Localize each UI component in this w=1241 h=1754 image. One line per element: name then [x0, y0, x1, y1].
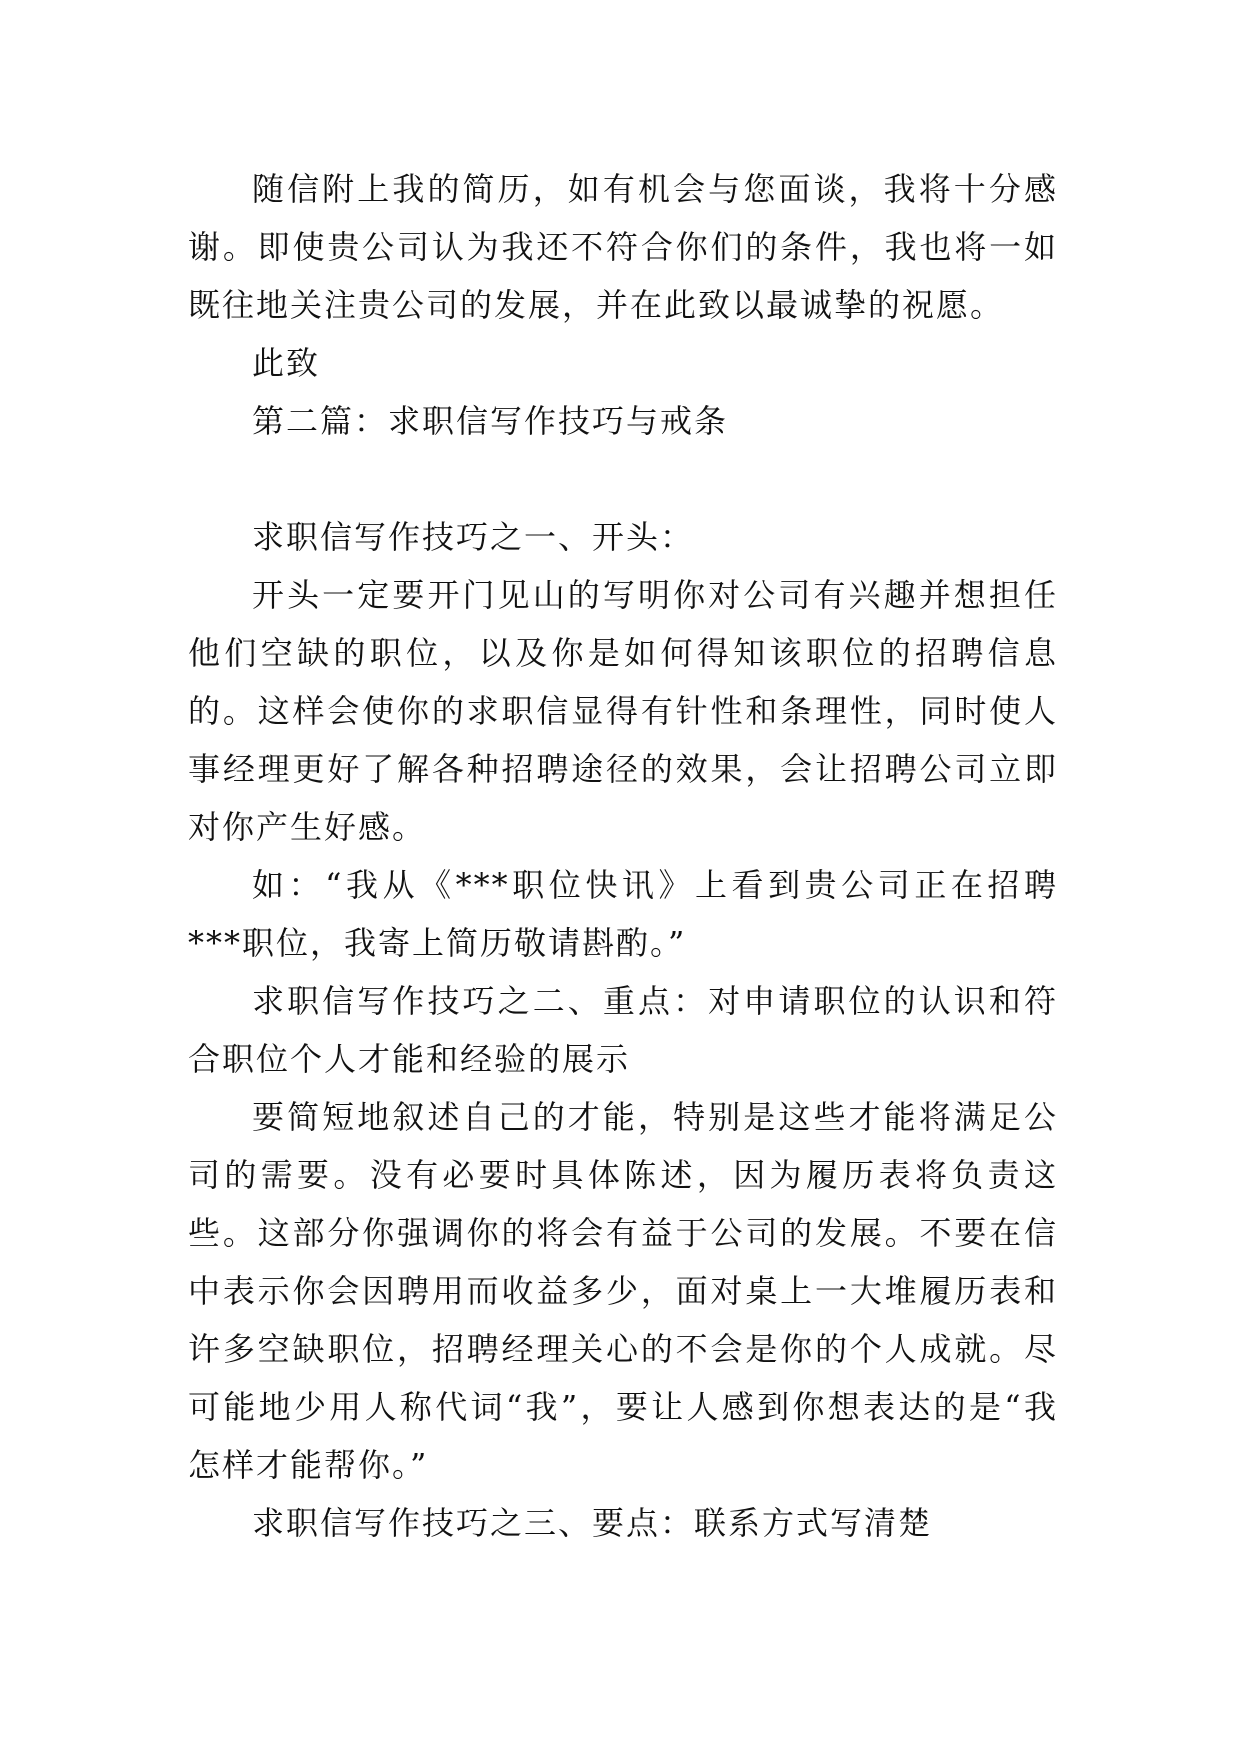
tip-body-1: 开头一定要开门见山的写明你对公司有兴趣并想担任他们空缺的职位，以及你是如何得知该职位的招聘信息的。这样会使你的求职信显得有针性和条理性，同时使人事经理更好了解各种招聘途径的效果，会让招聘公司立即对你产生好感。 — [188, 576, 1058, 846]
tip-heading-3: 求职信写作技巧之三、要点：联系方式写清楚 — [252, 1504, 933, 1542]
tip-heading-1: 求职信写作技巧之一、开头： — [252, 518, 695, 556]
blank-line — [188, 450, 1058, 508]
example-paragraph: 如：“我从《***职位快讯》上看到贵公司正在招聘***职位，我寄上简历敬请斟酌。” — [188, 866, 1058, 962]
salutation-line: 此致 — [252, 344, 321, 382]
document-body — [188, 160, 1058, 1552]
section-title: 第二篇：求职信写作技巧与戒条 — [252, 402, 729, 440]
closing-paragraph: 随信附上我的简历，如有机会与您面谈，我将十分感谢。即使贵公司认为我还不符合你们的条件，我也将一如既往地关注贵公司的发展，并在此致以最诚挚的祝愿。 — [188, 170, 1058, 324]
tip-heading-2: 求职信写作技巧之二、重点：对申请职位的认识和符合职位个人才能和经验的展示 — [188, 982, 1058, 1078]
tip-body-2: 要简短地叙述自己的才能，特别是这些才能将满足公司的需要。没有必要时具体陈述，因为履历表将负责这些。这部分你强调你的将会有益于公司的发展。不要在信中表示你会因聘用而收益多少，面对桌上一大堆履历表和许多空缺职位，招聘经理关心的不会是你的个人成就。尽可能地少用人称代词“我”，要让人感到你想表达的是“我怎样才能帮你。” — [188, 1098, 1058, 1484]
